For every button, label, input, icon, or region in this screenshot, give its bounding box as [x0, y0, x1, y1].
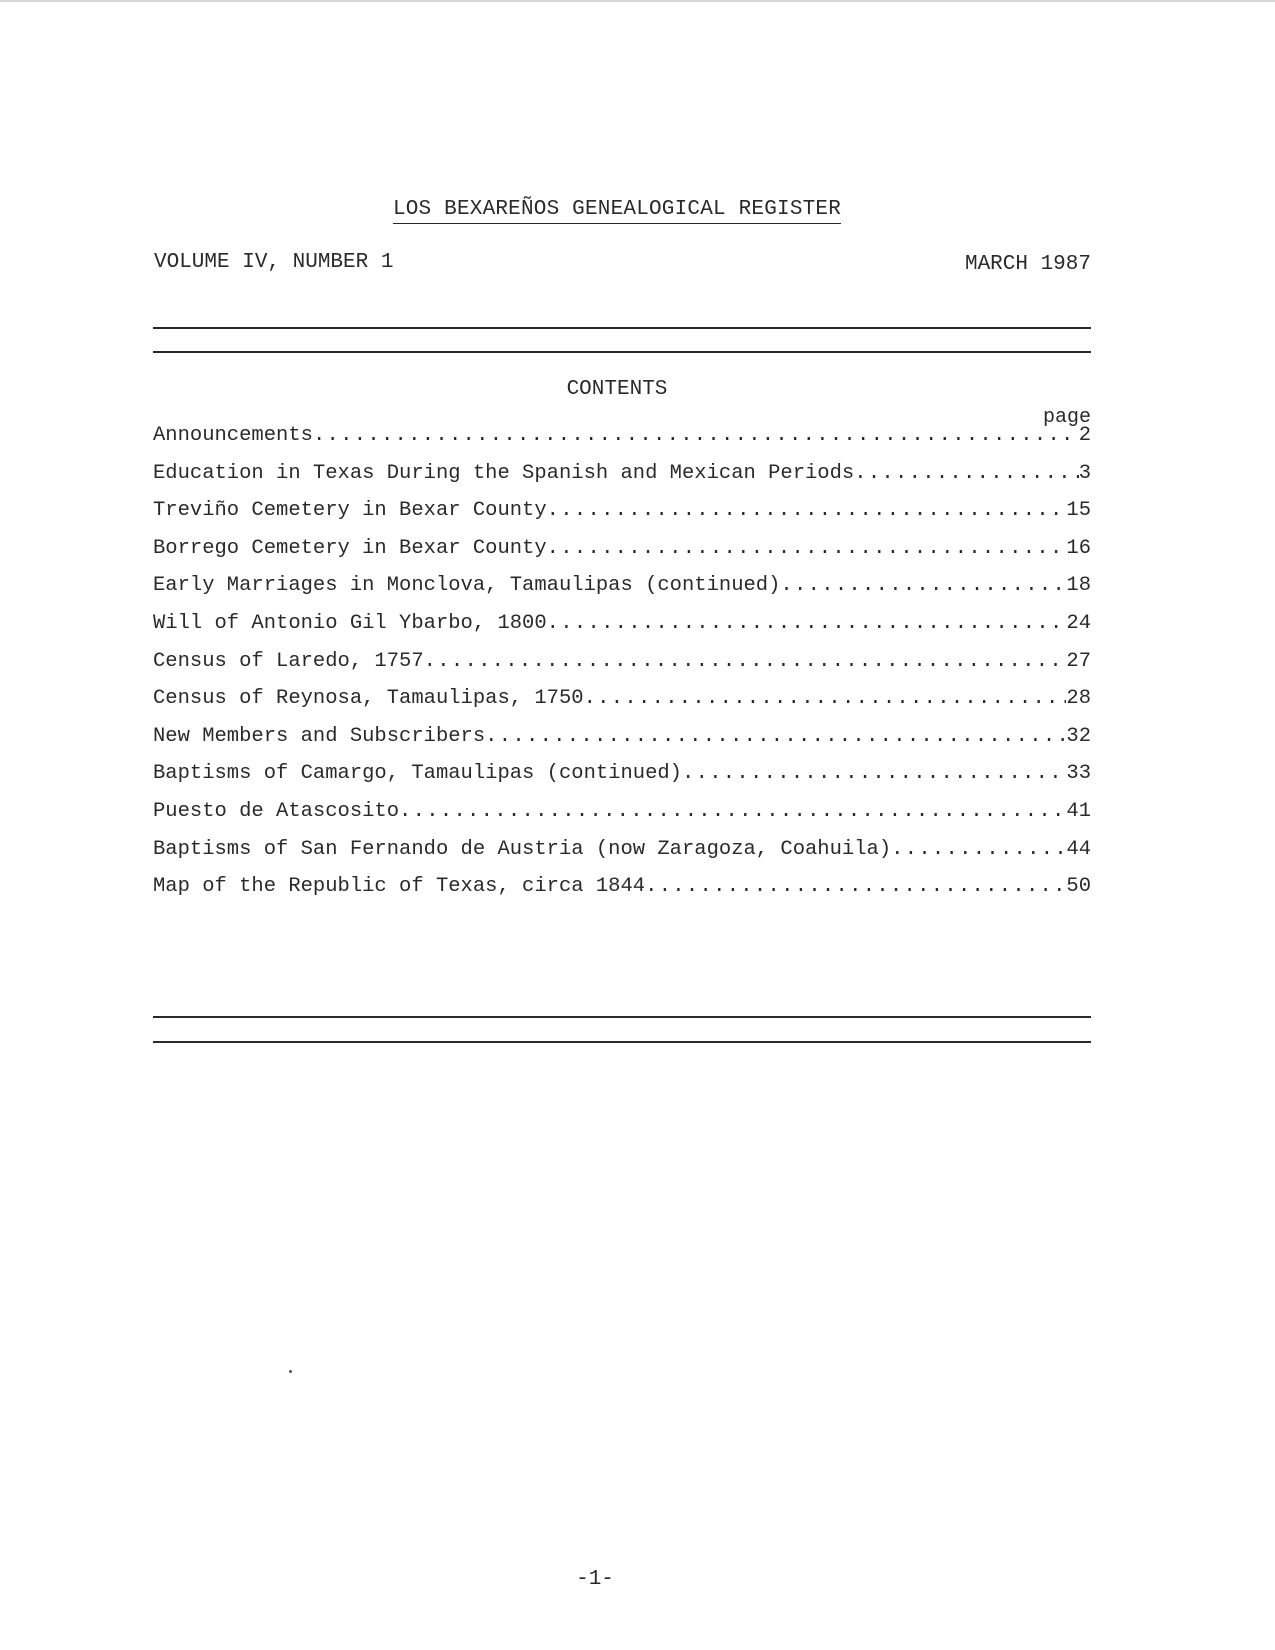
toc-entry: [153, 424, 1091, 462]
toc-entry: [153, 612, 1091, 650]
scan-speck: [289, 1370, 292, 1373]
toc-entry-page: 2: [1078, 424, 1091, 447]
toc-entry-page: 50: [1066, 875, 1091, 899]
page-number: -1-: [576, 1568, 614, 1591]
toc-entry-title: Baptisms of San Fernando de Austria (now Zaragoza, Coahuila): [153, 837, 892, 861]
toc-entry-page: 41: [1066, 799, 1091, 823]
toc-entry-page: 24: [1066, 611, 1091, 635]
toc-entry: [153, 462, 1091, 500]
toc-entry: [153, 650, 1091, 688]
toc-entry-title: Baptisms of Camargo, Tamaulipas (continued): [153, 762, 682, 786]
toc-entry-page: 32: [1066, 724, 1091, 748]
toc-leader-dots: [584, 687, 1067, 710]
toc-entry-title: Announcements: [153, 424, 313, 447]
toc-entry: [153, 687, 1091, 725]
toc-leader-dots: [424, 650, 1067, 673]
toc-leader-dots: [645, 875, 1066, 898]
issue-date: MARCH 1987: [964, 253, 1091, 276]
toc-entry: [153, 762, 1091, 800]
toc-leader-dots: [891, 838, 1066, 861]
toc-entry-title: Census of Laredo, 1757: [153, 649, 424, 673]
toc-entry-page: 15: [1066, 499, 1091, 523]
toc-entry: [153, 574, 1091, 612]
toc-entry-title: Early Marriages in Monclova, Tamaulipas (continued): [153, 574, 781, 598]
toc-leader-dots: [547, 499, 1067, 522]
toc-leader-dots: [485, 725, 1066, 748]
table-of-contents: [153, 424, 1091, 913]
journal-title-text: LOS BEXAREÑOS GENEALOGICAL REGISTER: [393, 198, 841, 224]
toc-entry-page: 27: [1066, 649, 1091, 673]
toc-entry: [153, 499, 1091, 537]
toc-entry-page: 33: [1066, 762, 1091, 786]
toc-entry-title: Puesto de Atascosito: [153, 799, 400, 823]
toc-leader-dots: [682, 762, 1066, 785]
contents-heading: CONTENTS: [566, 378, 668, 401]
toc-entry-title: New Members and Subscribers: [153, 724, 486, 748]
toc-entry: [153, 875, 1091, 913]
toc-leader-dots: [399, 800, 1066, 823]
toc-entry-title: Borrego Cemetery in Bexar County: [153, 536, 547, 560]
bottom-rule-1: [153, 1016, 1091, 1018]
toc-entry-title: Map of the Republic of Texas, circa 1844: [153, 875, 646, 899]
toc-leader-dots: [547, 612, 1067, 635]
toc-entry-page: 28: [1066, 687, 1091, 711]
toc-entry-title: Education in Texas During the Spanish and Mexican Periods: [153, 461, 855, 485]
top-rule-1: [153, 327, 1091, 329]
toc-entry-page: 44: [1066, 837, 1091, 861]
toc-entry: [153, 838, 1091, 876]
toc-leader-dots: [780, 574, 1066, 597]
bottom-rule-2: [153, 1041, 1091, 1043]
journal-title: [0, 198, 1234, 221]
toc-entry-title: Treviño Cemetery in Bexar County: [153, 499, 547, 523]
toc-leader-dots: [313, 424, 1079, 447]
toc-entry: [153, 725, 1091, 763]
toc-entry-page: 18: [1066, 574, 1091, 598]
page-column-label: page: [1042, 406, 1091, 429]
toc-entry: [153, 800, 1091, 838]
toc-entry-page: 3: [1078, 461, 1091, 485]
toc-entry-title: Will of Antonio Gil Ybarbo, 1800: [153, 611, 547, 635]
toc-leader-dots: [547, 537, 1067, 560]
toc-leader-dots: [854, 462, 1078, 485]
top-rule-2: [153, 351, 1091, 353]
toc-entry: [153, 537, 1091, 575]
scan-edge: [0, 0, 1275, 2]
toc-entry-page: 16: [1066, 536, 1091, 560]
volume-number: VOLUME IV, NUMBER 1: [154, 251, 394, 274]
toc-entry-title: Census of Reynosa, Tamaulipas, 1750: [153, 687, 584, 711]
